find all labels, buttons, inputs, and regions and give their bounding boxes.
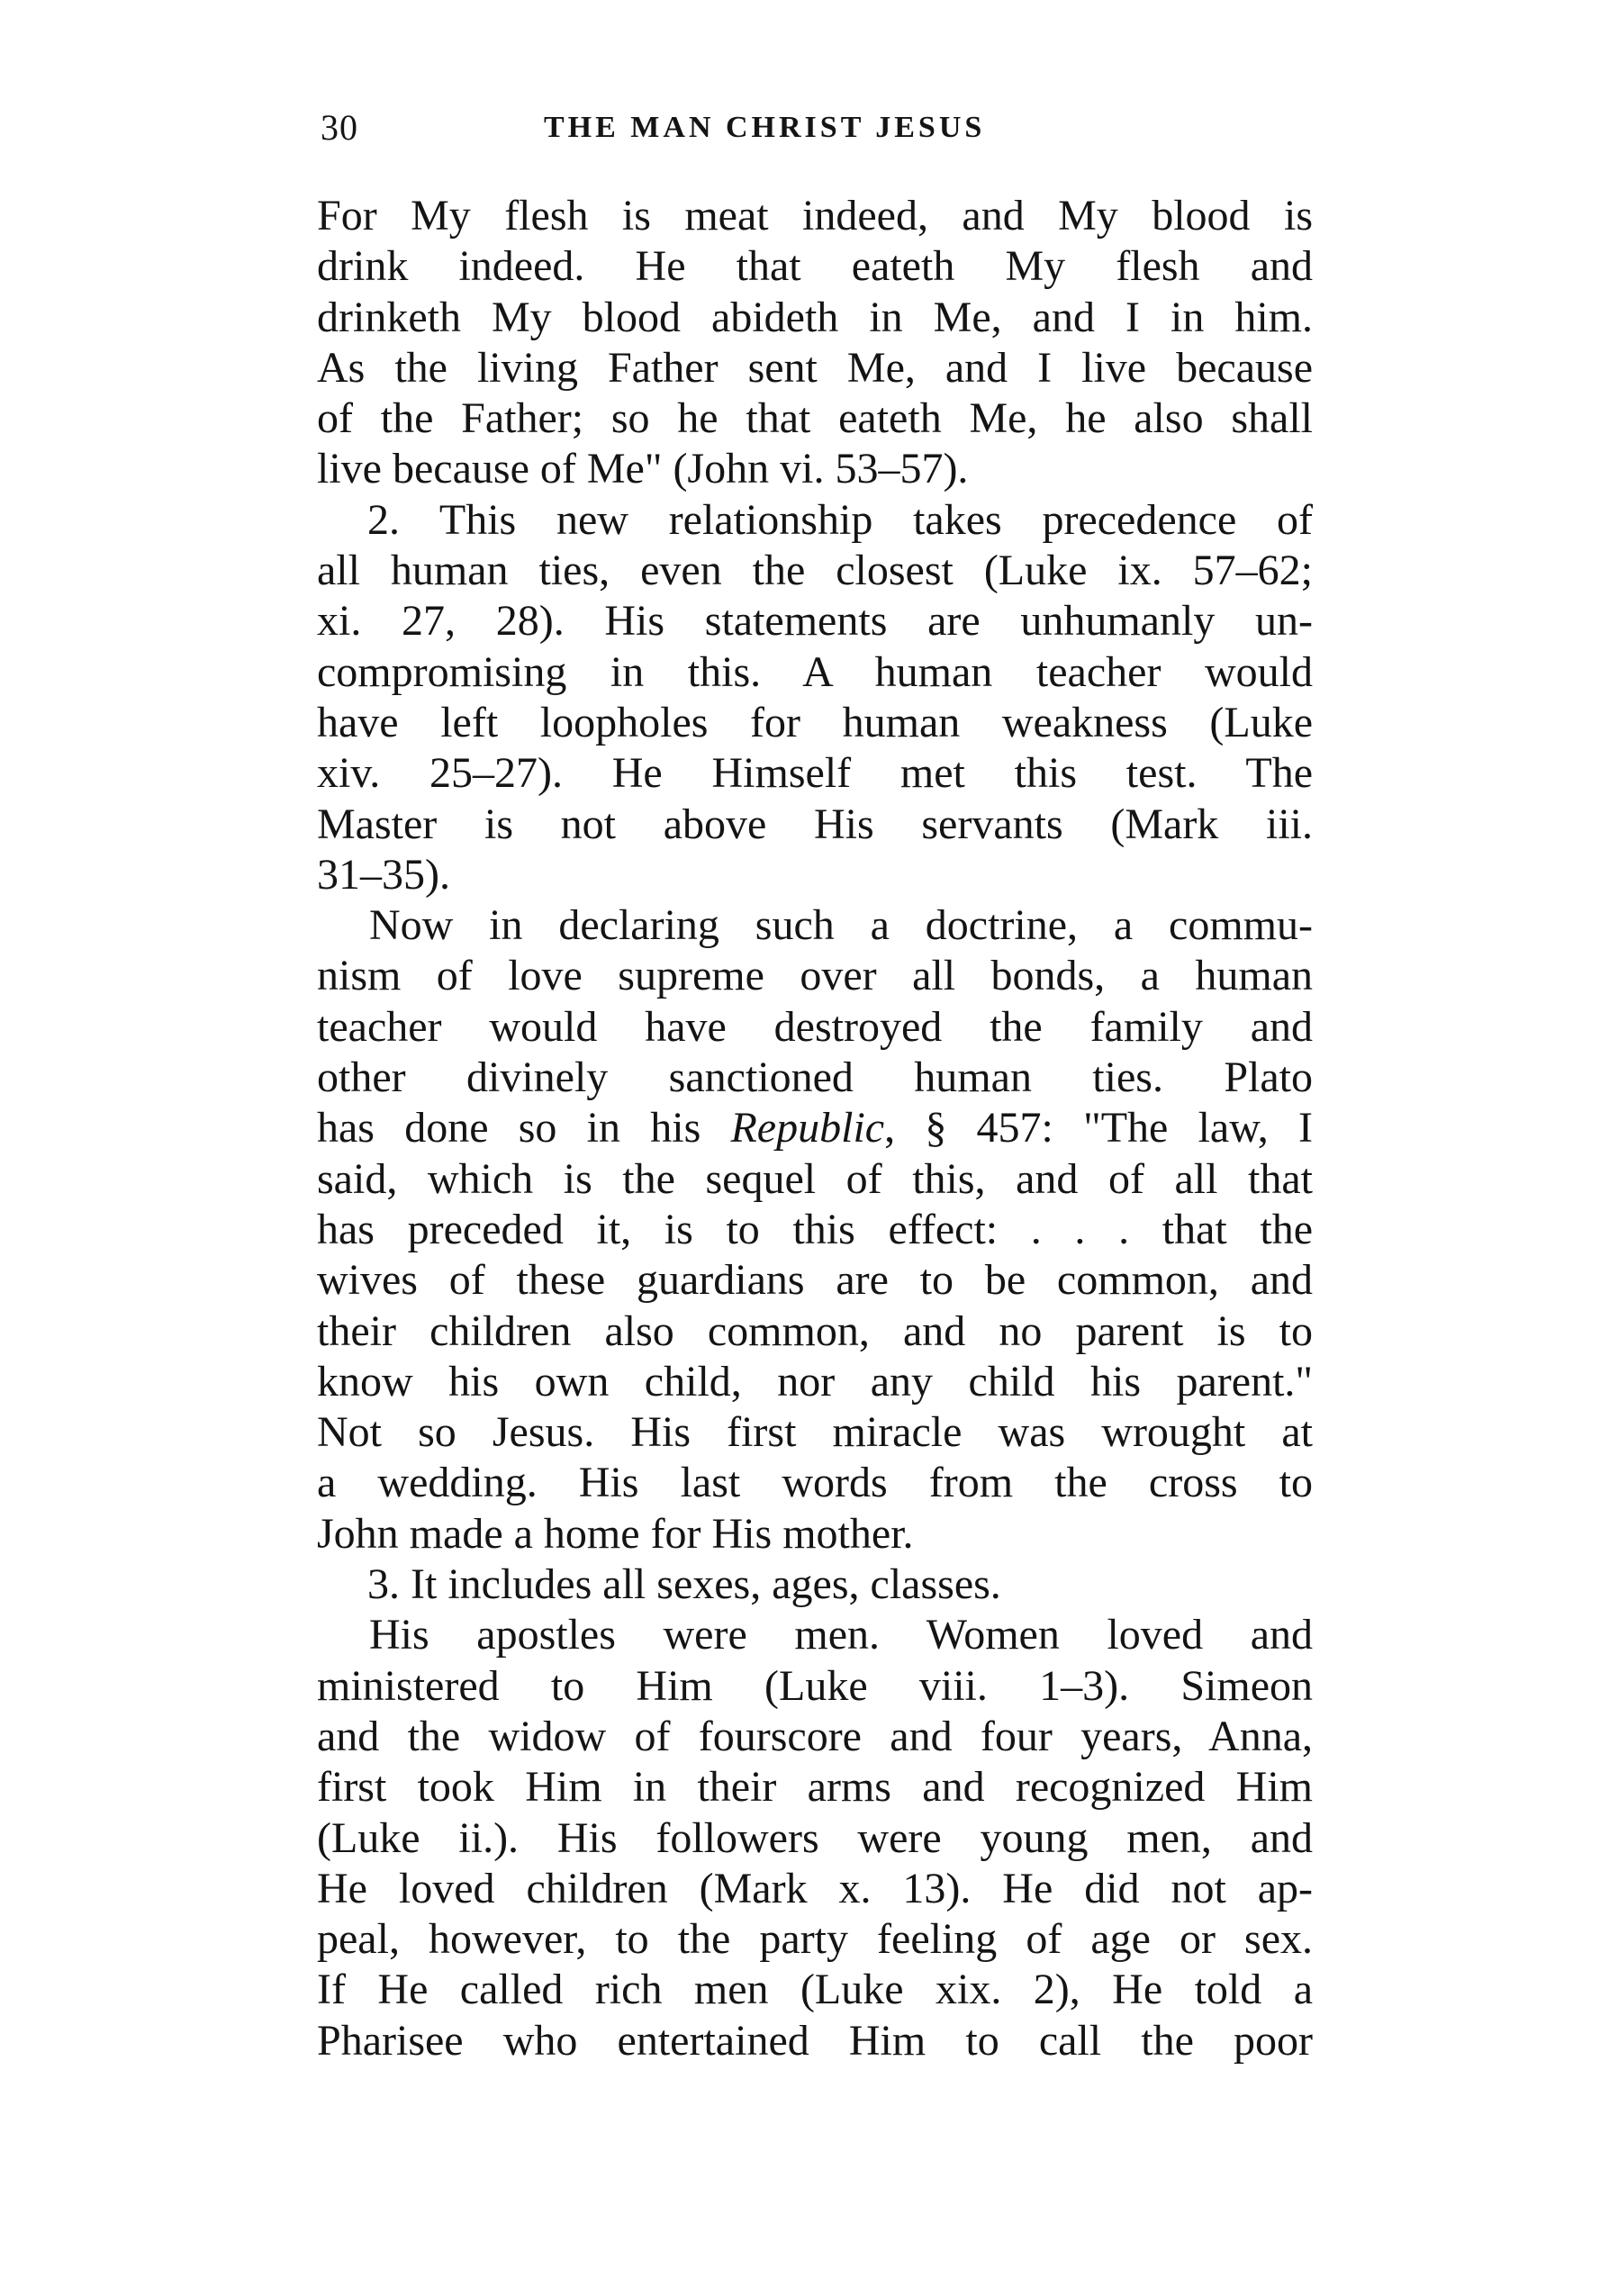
numbered-paragraph-start: 2. This new relationship takes precedence of xyxy=(367,495,1313,544)
paragraph-start: His apostles were men. Women loved and xyxy=(369,1611,1313,1659)
paragraph-start: Now in declaring such a doctrine, a commu- xyxy=(369,901,1313,950)
running-head xyxy=(321,101,1311,155)
text-line: xiv. 25–27). He Himself met this test. The xyxy=(317,749,1313,798)
text-line: John made a home for His mother. xyxy=(317,1509,914,1558)
text-line: has preceded it, is to this effect: . . . that the xyxy=(317,1205,1313,1253)
text-line: other divinely sanctioned human ties. Plato xyxy=(317,1053,1313,1102)
text-line: nism of love supreme over all bonds, a human xyxy=(317,952,1313,1000)
text-line: He loved children (Mark x. 13). He did not ap- xyxy=(317,1864,1313,1912)
text-line: first took Him in their arms and recognized Him xyxy=(317,1763,1313,1812)
text-line: ministered to Him (Luke viii. 1–3). Simeon xyxy=(317,1661,1313,1710)
text-line: If He called rich men (Luke xix. 2), He told a xyxy=(317,1966,1313,2014)
text-line: all human ties, even the closest (Luke ix. 57–62; xyxy=(317,547,1313,595)
text-line: compromising in this. A human teacher would xyxy=(317,647,1313,696)
text-line: drinketh My blood abideth in Me, and I in him. xyxy=(317,293,1313,341)
text-line: have left loopholes for human weakness (Luke xyxy=(317,698,1313,746)
text-line: xi. 27, 28). His statements are unhumanly un- xyxy=(317,597,1313,646)
text-line: their children also common, and no parent is to xyxy=(317,1306,1313,1355)
text-line: peal, however, to the party feeling of age or sex. xyxy=(317,1915,1313,1964)
text-line: (Luke ii.). His followers were young men, and xyxy=(317,1813,1313,1862)
body-text xyxy=(317,191,1313,2066)
text-line: a wedding. His last words from the cross to xyxy=(317,1459,1313,1507)
republic-line-after: , § 457: "The law, I xyxy=(884,1104,1313,1153)
text-line: As the living Father sent Me, and I live because xyxy=(317,343,1313,392)
text-line: For My flesh is meat indeed, and My blood is xyxy=(317,192,1313,240)
page-number: 30 xyxy=(321,107,358,148)
republic-line-before: has done so in his xyxy=(317,1104,731,1153)
text-line: teacher would have destroyed the family and xyxy=(317,1002,1313,1051)
numbered-paragraph-start: 3. It includes all sexes, ages, classes. xyxy=(367,1560,1001,1609)
text-line: of the Father; so he that eateth Me, he also shall xyxy=(317,394,1313,443)
text-line-republic xyxy=(317,1103,1313,1153)
text-line: and the widow of fourscore and four years, Anna, xyxy=(317,1712,1313,1760)
text-line: Master is not above His servants (Mark iii. xyxy=(317,800,1313,848)
text-line: live because of Me" (John vi. 53–57). xyxy=(317,445,969,493)
text-line: drink indeed. He that eateth My flesh and xyxy=(317,242,1313,291)
text-line: Pharisee who entertained Him to call the poor xyxy=(317,2016,1313,2065)
text-line: said, which is the sequel of this, and of all that xyxy=(317,1154,1313,1203)
text-line: Not so Jesus. His first miracle was wrought at xyxy=(317,1408,1313,1457)
text-line: know his own child, nor any child his parent." xyxy=(317,1357,1313,1406)
text-line: 31–35). xyxy=(317,850,450,899)
running-title: THE MAN CHRIST JESUS xyxy=(544,111,986,144)
text-line: wives of these guardians are to be common, and xyxy=(317,1256,1313,1305)
republic-title: Republic xyxy=(730,1104,885,1153)
